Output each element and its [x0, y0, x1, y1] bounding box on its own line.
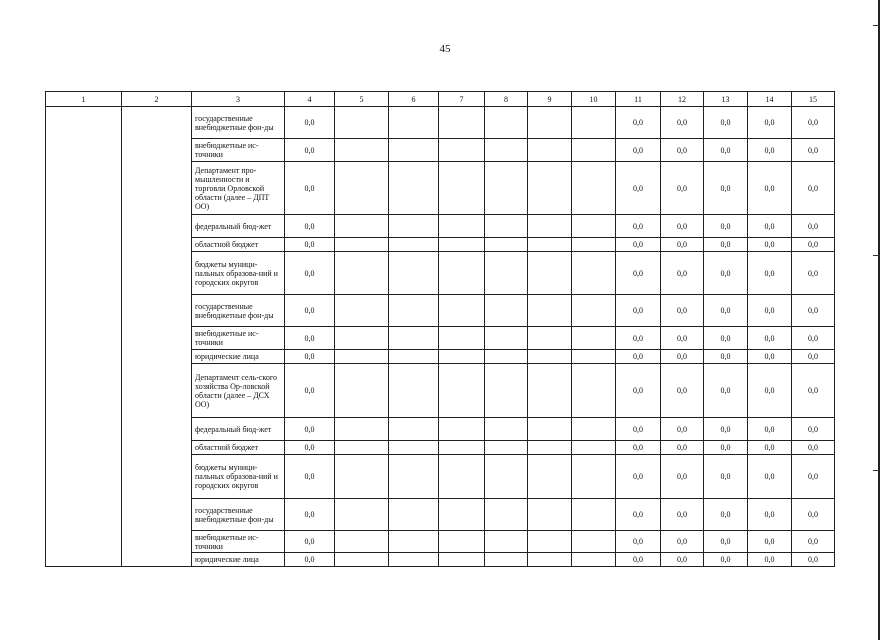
value-cell: 0,0 — [661, 327, 704, 350]
value-cell: 0,0 — [704, 327, 748, 350]
value-cell: 0,0 — [285, 531, 335, 553]
empty-cell — [335, 441, 389, 455]
empty-cell — [439, 553, 485, 567]
empty-cell — [389, 499, 439, 531]
row-label: юридические лица — [192, 553, 285, 567]
empty-cell — [528, 455, 572, 499]
empty-cell — [439, 215, 485, 238]
empty-cell — [389, 455, 439, 499]
value-cell: 0,0 — [748, 553, 792, 567]
empty-cell — [572, 364, 616, 418]
column-header: 9 — [528, 92, 572, 107]
value-cell: 0,0 — [748, 350, 792, 364]
empty-cell — [485, 499, 528, 531]
empty-cell — [439, 350, 485, 364]
empty-cell — [335, 364, 389, 418]
empty-cell — [528, 531, 572, 553]
row-label: бюджеты муници-пальных образова-ний и городских округов — [192, 455, 285, 499]
value-cell: 0,0 — [285, 295, 335, 327]
value-cell: 0,0 — [661, 441, 704, 455]
column-header: 14 — [748, 92, 792, 107]
value-cell: 0,0 — [616, 139, 661, 162]
column-header: 11 — [616, 92, 661, 107]
column-header: 8 — [485, 92, 528, 107]
empty-cell — [335, 455, 389, 499]
value-cell: 0,0 — [704, 252, 748, 295]
table-header-row — [46, 92, 835, 107]
row-label: Департамент про-мышленности и торговли Орловской области (далее – ДПТ ОО) — [192, 162, 285, 215]
value-cell: 0,0 — [792, 499, 835, 531]
empty-cell — [439, 252, 485, 295]
empty-cell — [572, 139, 616, 162]
empty-cell — [485, 364, 528, 418]
empty-cell — [335, 238, 389, 252]
value-cell: 0,0 — [661, 531, 704, 553]
row-label: Департамент сель-ского хозяйства Ор-ловской области (далее – ДСХ ОО) — [192, 364, 285, 418]
value-cell: 0,0 — [616, 350, 661, 364]
empty-cell — [439, 139, 485, 162]
value-cell: 0,0 — [704, 364, 748, 418]
empty-cell — [485, 418, 528, 441]
value-cell: 0,0 — [616, 364, 661, 418]
value-cell: 0,0 — [661, 107, 704, 139]
value-cell: 0,0 — [792, 162, 835, 215]
column-header: 13 — [704, 92, 748, 107]
empty-cell — [389, 295, 439, 327]
value-cell: 0,0 — [285, 553, 335, 567]
value-cell: 0,0 — [748, 364, 792, 418]
value-cell: 0,0 — [661, 215, 704, 238]
value-cell: 0,0 — [285, 107, 335, 139]
empty-cell — [528, 252, 572, 295]
empty-cell — [528, 238, 572, 252]
row-label: федеральный бюд-жет — [192, 418, 285, 441]
empty-cell — [572, 238, 616, 252]
empty-cell — [439, 499, 485, 531]
empty-cell — [335, 107, 389, 139]
empty-cell — [485, 327, 528, 350]
value-cell: 0,0 — [616, 215, 661, 238]
empty-cell — [439, 295, 485, 327]
value-cell: 0,0 — [285, 252, 335, 295]
empty-cell — [572, 295, 616, 327]
empty-cell — [439, 531, 485, 553]
value-cell: 0,0 — [616, 441, 661, 455]
empty-cell — [528, 499, 572, 531]
value-cell: 0,0 — [661, 295, 704, 327]
value-cell: 0,0 — [285, 215, 335, 238]
empty-cell — [528, 327, 572, 350]
value-cell: 0,0 — [704, 418, 748, 441]
empty-cell — [389, 139, 439, 162]
empty-cell — [528, 553, 572, 567]
value-cell: 0,0 — [661, 499, 704, 531]
empty-cell — [528, 139, 572, 162]
value-cell: 0,0 — [704, 215, 748, 238]
empty-cell — [389, 162, 439, 215]
value-cell: 0,0 — [792, 350, 835, 364]
empty-cell — [528, 215, 572, 238]
value-cell: 0,0 — [748, 252, 792, 295]
value-cell: 0,0 — [704, 553, 748, 567]
empty-cell — [335, 531, 389, 553]
budget-table — [45, 91, 835, 567]
empty-cell — [389, 441, 439, 455]
value-cell: 0,0 — [704, 499, 748, 531]
empty-cell — [439, 327, 485, 350]
empty-cell — [485, 107, 528, 139]
column-header: 15 — [792, 92, 835, 107]
empty-cell — [389, 553, 439, 567]
empty-cell — [528, 107, 572, 139]
empty-cell — [439, 364, 485, 418]
value-cell: 0,0 — [792, 553, 835, 567]
value-cell: 0,0 — [616, 553, 661, 567]
column-header: 4 — [285, 92, 335, 107]
empty-cell — [572, 215, 616, 238]
empty-cell — [335, 295, 389, 327]
row-label: государственные внебюджетные фон-ды — [192, 107, 285, 139]
empty-cell — [485, 455, 528, 499]
empty-cell — [572, 252, 616, 295]
value-cell: 0,0 — [661, 418, 704, 441]
value-cell: 0,0 — [285, 139, 335, 162]
page-number: 45 — [439, 43, 451, 55]
value-cell: 0,0 — [792, 364, 835, 418]
value-cell: 0,0 — [748, 295, 792, 327]
empty-cell — [485, 553, 528, 567]
value-cell: 0,0 — [748, 215, 792, 238]
value-cell: 0,0 — [704, 238, 748, 252]
value-cell: 0,0 — [616, 238, 661, 252]
empty-cell — [485, 238, 528, 252]
value-cell: 0,0 — [285, 327, 335, 350]
empty-cell — [439, 418, 485, 441]
row-label: федеральный бюд-жет — [192, 215, 285, 238]
value-cell: 0,0 — [661, 162, 704, 215]
empty-cell — [389, 350, 439, 364]
row-label: государственные внебюджетные фон-ды — [192, 499, 285, 531]
empty-cell — [389, 418, 439, 441]
row-label: юридические лица — [192, 350, 285, 364]
empty-cell — [439, 441, 485, 455]
column-header: 2 — [122, 92, 192, 107]
empty-cell — [335, 499, 389, 531]
value-cell: 0,0 — [285, 350, 335, 364]
column-header: 7 — [439, 92, 485, 107]
value-cell: 0,0 — [704, 107, 748, 139]
value-cell: 0,0 — [616, 162, 661, 215]
row-label: областной бюджет — [192, 238, 285, 252]
value-cell: 0,0 — [748, 107, 792, 139]
scan-edge-mark — [873, 470, 879, 471]
value-cell: 0,0 — [285, 418, 335, 441]
value-cell: 0,0 — [792, 531, 835, 553]
value-cell: 0,0 — [748, 238, 792, 252]
value-cell: 0,0 — [661, 553, 704, 567]
value-cell: 0,0 — [704, 295, 748, 327]
value-cell: 0,0 — [285, 162, 335, 215]
empty-cell — [389, 364, 439, 418]
value-cell: 0,0 — [704, 139, 748, 162]
column-header: 3 — [192, 92, 285, 107]
value-cell: 0,0 — [748, 327, 792, 350]
empty-cell — [528, 364, 572, 418]
column-header: 1 — [46, 92, 122, 107]
value-cell: 0,0 — [792, 252, 835, 295]
table-row — [46, 107, 835, 139]
value-cell: 0,0 — [792, 295, 835, 327]
value-cell: 0,0 — [704, 350, 748, 364]
empty-cell — [572, 350, 616, 364]
empty-cell — [335, 350, 389, 364]
empty-cell — [485, 252, 528, 295]
empty-cell — [335, 327, 389, 350]
value-cell: 0,0 — [661, 364, 704, 418]
value-cell: 0,0 — [616, 327, 661, 350]
value-cell: 0,0 — [748, 162, 792, 215]
empty-cell — [335, 252, 389, 295]
value-cell: 0,0 — [661, 252, 704, 295]
empty-cell — [572, 531, 616, 553]
empty-cell — [439, 107, 485, 139]
value-cell: 0,0 — [285, 441, 335, 455]
value-cell: 0,0 — [616, 499, 661, 531]
value-cell: 0,0 — [704, 455, 748, 499]
value-cell: 0,0 — [748, 531, 792, 553]
value-cell: 0,0 — [616, 252, 661, 295]
value-cell: 0,0 — [748, 455, 792, 499]
row-label: внебюджетные ис-точники — [192, 531, 285, 553]
value-cell: 0,0 — [616, 455, 661, 499]
value-cell: 0,0 — [792, 215, 835, 238]
empty-cell — [485, 139, 528, 162]
column-header: 10 — [572, 92, 616, 107]
value-cell: 0,0 — [748, 139, 792, 162]
value-cell: 0,0 — [792, 455, 835, 499]
empty-cell — [485, 531, 528, 553]
row-label: внебюджетные ис-точники — [192, 327, 285, 350]
empty-cell — [572, 455, 616, 499]
empty-cell — [439, 455, 485, 499]
value-cell: 0,0 — [285, 238, 335, 252]
empty-cell — [572, 553, 616, 567]
empty-cell — [572, 162, 616, 215]
empty-cell — [389, 327, 439, 350]
empty-cell — [528, 350, 572, 364]
value-cell: 0,0 — [748, 441, 792, 455]
empty-cell — [528, 441, 572, 455]
value-cell: 0,0 — [792, 238, 835, 252]
value-cell: 0,0 — [661, 139, 704, 162]
empty-cell — [485, 162, 528, 215]
empty-cell — [389, 531, 439, 553]
empty-cell — [389, 215, 439, 238]
value-cell: 0,0 — [661, 350, 704, 364]
empty-cell — [572, 499, 616, 531]
empty-cell — [572, 327, 616, 350]
empty-cell — [389, 107, 439, 139]
empty-cell — [528, 418, 572, 441]
value-cell: 0,0 — [661, 238, 704, 252]
empty-cell — [572, 418, 616, 441]
column-header: 12 — [661, 92, 704, 107]
row-label: внебюджетные ис-точники — [192, 139, 285, 162]
value-cell: 0,0 — [748, 418, 792, 441]
value-cell: 0,0 — [748, 499, 792, 531]
empty-cell — [528, 295, 572, 327]
merged-cell-col2 — [122, 107, 192, 567]
empty-cell — [485, 350, 528, 364]
empty-cell — [335, 418, 389, 441]
empty-cell — [572, 441, 616, 455]
empty-cell — [485, 441, 528, 455]
empty-cell — [439, 238, 485, 252]
empty-cell — [572, 107, 616, 139]
row-label: областной бюджет — [192, 441, 285, 455]
value-cell: 0,0 — [792, 441, 835, 455]
value-cell: 0,0 — [616, 107, 661, 139]
value-cell: 0,0 — [792, 107, 835, 139]
empty-cell — [439, 162, 485, 215]
empty-cell — [485, 295, 528, 327]
value-cell: 0,0 — [792, 418, 835, 441]
value-cell: 0,0 — [792, 139, 835, 162]
value-cell: 0,0 — [704, 441, 748, 455]
empty-cell — [335, 215, 389, 238]
value-cell: 0,0 — [704, 162, 748, 215]
column-header: 5 — [335, 92, 389, 107]
value-cell: 0,0 — [661, 455, 704, 499]
scan-edge-mark — [873, 25, 879, 26]
row-label: государственные внебюджетные фон-ды — [192, 295, 285, 327]
empty-cell — [335, 553, 389, 567]
empty-cell — [528, 162, 572, 215]
value-cell: 0,0 — [704, 531, 748, 553]
empty-cell — [335, 162, 389, 215]
value-cell: 0,0 — [616, 295, 661, 327]
empty-cell — [335, 139, 389, 162]
empty-cell — [485, 215, 528, 238]
row-label: бюджеты муници-пальных образова-ний и городских округов — [192, 252, 285, 295]
empty-cell — [389, 238, 439, 252]
value-cell: 0,0 — [616, 531, 661, 553]
value-cell: 0,0 — [792, 327, 835, 350]
empty-cell — [389, 252, 439, 295]
scan-edge-mark — [873, 255, 879, 256]
value-cell: 0,0 — [616, 418, 661, 441]
column-header: 6 — [389, 92, 439, 107]
value-cell: 0,0 — [285, 499, 335, 531]
value-cell: 0,0 — [285, 364, 335, 418]
merged-cell-col1 — [46, 107, 122, 567]
scan-edge-line — [878, 0, 880, 640]
value-cell: 0,0 — [285, 455, 335, 499]
